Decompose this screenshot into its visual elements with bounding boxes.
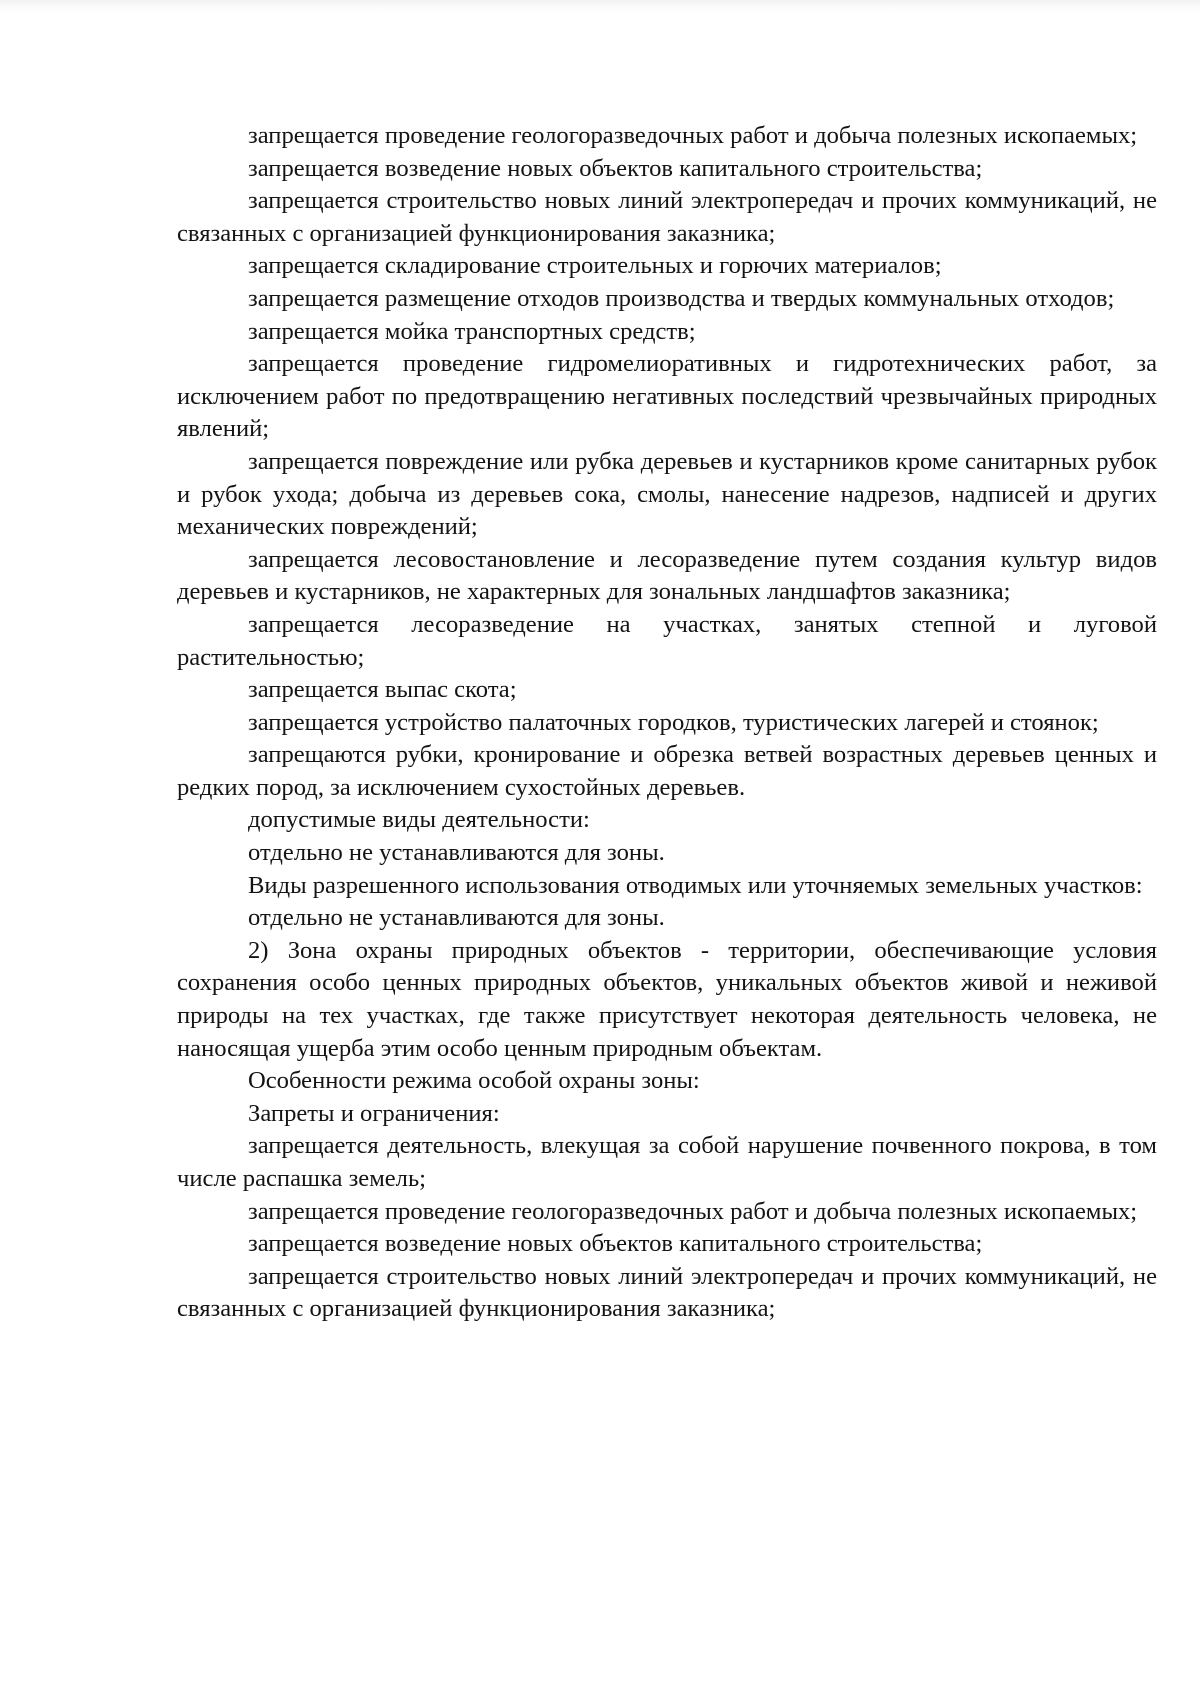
paragraph-permitted-use-heading: Виды разрешенного использования отводимых или уточняемых земельных участков:	[248, 871, 1143, 899]
paragraph-prohibition-construction: запрещается возведение новых объектов капитального строительства;	[248, 154, 983, 182]
paragraph-prohibition-reforestation: запрещается лесовостановление и лесоразведение путем создания культур видов деревьев и кустарников, не характерных для зональных ландшафтов заказника;	[177, 545, 1157, 606]
paragraph-prohibition-tree-damage: запрещается повреждение или рубка деревьев и кустарников кроме санитарных рубок и рубок ухода; добыча из деревьев сока, смолы, нанесение надрезов, надписей и других механических повреждений;	[177, 447, 1157, 541]
paragraph-prohibition-construction-2: запрещается возведение новых объектов капитального строительства;	[248, 1230, 983, 1258]
scan-top-edge	[0, 0, 1200, 14]
paragraph-prohibition-tree-cutting: запрещаются рубки, кронирование и обрезка ветвей возрастных деревьев ценных и редких пород, за исключением сухостойных деревьев.	[177, 741, 1157, 801]
paragraph-zone-2-definition: 2) Зона охраны природных объектов - территории, обеспечивающие условия сохранения особо ценных природных объектов, уникальных объектов живой и неживой природы на тех участках, где также присутствует некоторая деятельность человека, не наносящая ущерба этим особо ценным природным объектам.	[177, 936, 1157, 1062]
paragraph-prohibition-power-lines: запрещается строительство новых линий электропередач и прочих коммуникаций, не связанных с организацией функционирования заказника;	[177, 187, 1157, 247]
paragraph-not-set-for-zone-2: отдельно не устанавливаются для зоны.	[248, 904, 665, 932]
paragraph-prohibition-hydro-works: запрещается проведение гидромелиоративных и гидротехнических работ, за исключением работ по предотвращению негативных последствий чрезвычайных природных явлений;	[177, 350, 1157, 443]
paragraph-allowed-activities-heading: допустимые виды деятельности:	[248, 806, 590, 834]
paragraph-prohibition-storage: запрещается складирование строительных и горючих материалов;	[248, 252, 942, 280]
paragraph-prohibition-geology-2: запрещается проведение геологоразведочных работ и добыча полезных ископаемых;	[248, 1197, 1138, 1225]
paragraph-restrictions-heading: Запреты и ограничения:	[248, 1099, 500, 1127]
paragraph-prohibition-afforestation: запрещается лесоразведение на участках, занятых степной и луговой растительностью;	[177, 610, 1157, 671]
document-page	[177, 120, 1157, 1326]
paragraph-regime-features-heading: Особенности режима особой охраны зоны:	[248, 1067, 700, 1095]
paragraph-prohibition-geology: запрещается проведение геологоразведочных работ и добыча полезных ископаемых;	[248, 122, 1138, 149]
paragraph-prohibition-soil-damage: запрещается деятельность, влекущая за собой нарушение почвенного покрова, в том числе распашка земель;	[177, 1132, 1157, 1192]
paragraph-prohibition-power-lines-2: запрещается строительство новых линий электропередач и прочих коммуникаций, не связанных с организацией функционирования заказника;	[177, 1262, 1157, 1323]
paragraph-prohibition-grazing: запрещается выпас скота;	[248, 676, 517, 704]
paragraph-not-set-for-zone: отдельно не устанавливаются для зоны.	[248, 839, 665, 867]
paragraph-prohibition-waste: запрещается размещение отходов производства и твердых коммунальных отходов;	[248, 284, 1115, 312]
paragraph-prohibition-vehicle-washing: запрещается мойка транспортных средств;	[248, 317, 696, 345]
paragraph-prohibition-camps: запрещается устройство палаточных городков, туристических лагерей и стоянок;	[248, 708, 1099, 736]
